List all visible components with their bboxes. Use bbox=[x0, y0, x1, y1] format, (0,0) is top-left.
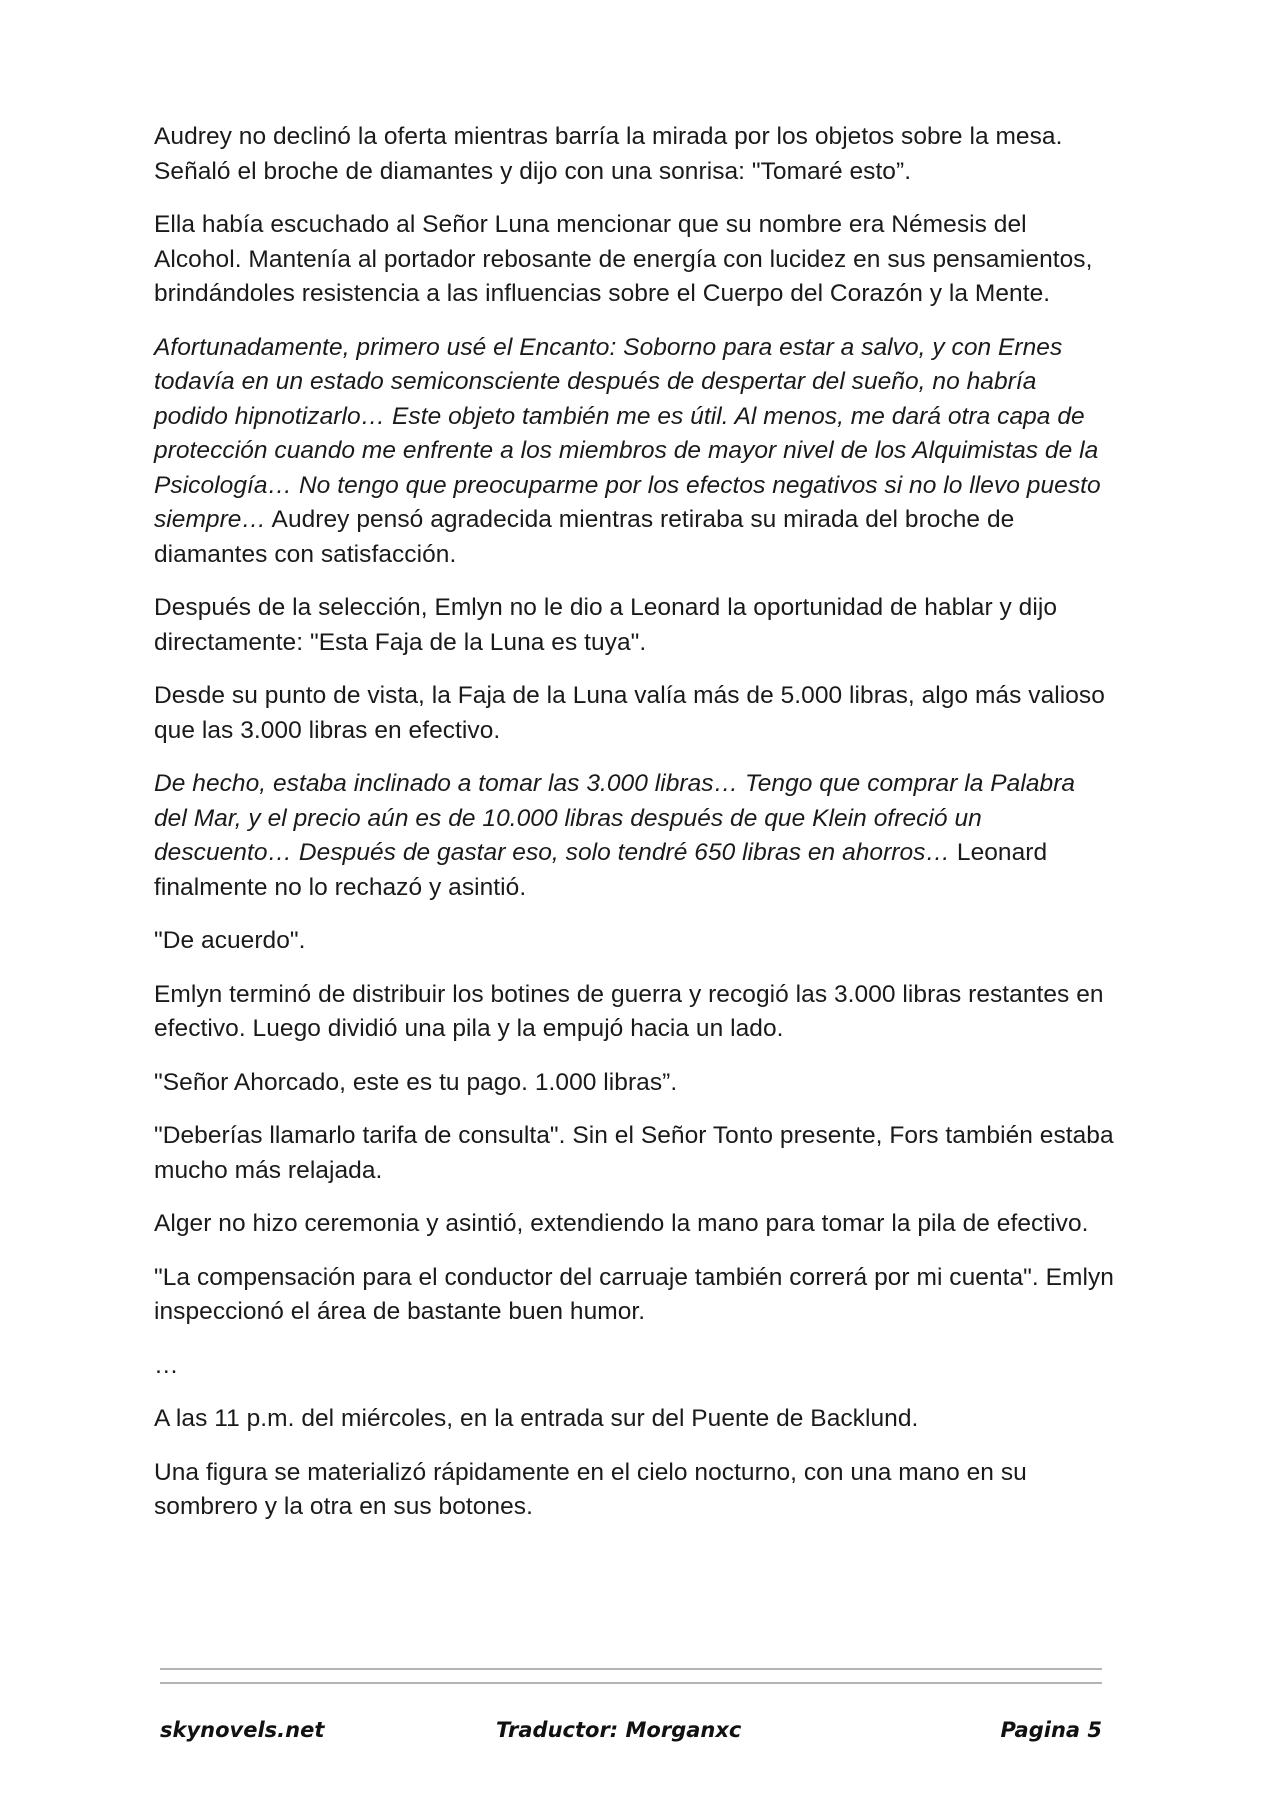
paragraph-text: Audrey pensó agradecida mientras retiraba su mirada del broche de diamantes con satisfacción. bbox=[154, 506, 1015, 568]
paragraph-italic-thought: Afortunadamente, primero usé el Encanto: Soborno para estar a salvo, y con Ernes todavía en un estado semiconsciente después de despertar del sueño, no habría podido hipnotizarlo… Este objeto también me es útil. Al menos, me dará otra capa de protección cuando me enfrente a los miembros de mayor nivel de los Alquimistas de la Psicología… No tengo que preocuparme por los efectos negativos si no lo llevo puesto siempre… bbox=[154, 333, 1101, 533]
paragraph-3 bbox=[154, 331, 1114, 573]
paragraph-text: Alger no hizo ceremonia y asintió, extendiendo la mano para tomar la pila de efectivo. bbox=[154, 1210, 1089, 1237]
paragraph-text: A las 11 p.m. del miércoles, en la entrada sur del Puente de Backlund. bbox=[154, 1405, 919, 1432]
paragraph-italic-thought: De hecho, estaba inclinado a tomar las 3.000 libras… Tengo que comprar la Palabra del Mar, y el precio aún es de 10.000 libras después de que Klein ofreció un descuento… Después de gastar eso, solo tendré 650 libras en ahorros… bbox=[154, 770, 1076, 866]
paragraph-5 bbox=[154, 679, 1114, 748]
paragraph-text: Ella había escuchado al Señor Luna mencionar que su nombre era Némesis del Alcohol. Mantenía al portador rebosante de energía con lucidez en sus pensamientos, brindándoles resistencia a las influencias sobre el Cuerpo del Corazón y la Mente. bbox=[154, 211, 1093, 307]
paragraph-11 bbox=[154, 1207, 1114, 1242]
paragraph-9 bbox=[154, 1066, 1114, 1101]
paragraph-8 bbox=[154, 978, 1114, 1047]
footer-site: skynovels.net bbox=[160, 1718, 325, 1742]
paragraph-text: Después de la selección, Emlyn no le dio a Leonard la oportunidad de hablar y dijo directamente: "Esta Faja de la Luna es tuya". bbox=[154, 594, 1058, 656]
paragraph-text: Audrey no declinó la oferta mientras barría la mirada por los objetos sobre la mesa. Señaló el broche de diamantes y dijo con una sonrisa: "Tomaré esto”. bbox=[154, 123, 1063, 185]
paragraph-10 bbox=[154, 1119, 1114, 1188]
paragraph-text: "Deberías llamarlo tarifa de consulta". Sin el Señor Tonto presente, Fors también estaba mucho más relajada. bbox=[154, 1122, 1114, 1184]
page-footer bbox=[160, 1712, 1102, 1752]
footer-divider-bottom bbox=[160, 1682, 1102, 1684]
paragraph-text: Leonard finalmente no lo rechazó y asintió. bbox=[154, 839, 1048, 901]
paragraph-14 bbox=[154, 1402, 1114, 1437]
paragraph-6 bbox=[154, 767, 1114, 905]
paragraph-text: Una figura se materializó rápidamente en el cielo nocturno, con una mano en su sombrero y la otra en sus botones. bbox=[154, 1458, 1027, 1520]
paragraph-2 bbox=[154, 208, 1114, 312]
footer-divider-top bbox=[160, 1668, 1102, 1670]
ellipsis-text: … bbox=[154, 1351, 179, 1379]
scene-break bbox=[154, 1349, 1114, 1384]
paragraph-text: "Señor Ahorcado, este es tu pago. 1.000 libras”. bbox=[154, 1068, 678, 1096]
footer-page-number: Pagina 5 bbox=[1000, 1718, 1102, 1742]
footer-translator: Traductor: Morganxc bbox=[496, 1718, 742, 1742]
paragraph-1 bbox=[154, 120, 1114, 189]
paragraph-text: "De acuerdo". bbox=[154, 927, 306, 954]
document-body bbox=[154, 120, 1114, 1544]
paragraph-4 bbox=[154, 591, 1114, 660]
paragraph-12 bbox=[154, 1261, 1114, 1330]
paragraph-text: "La compensación para el conductor del carruaje también correrá por mi cuenta". Emlyn inspeccionó el área de bastante buen humor. bbox=[154, 1263, 1114, 1325]
paragraph-text: Desde su punto de vista, la Faja de la Luna valía más de 5.000 libras, algo más valioso que las 3.000 libras en efectivo. bbox=[154, 682, 1105, 744]
paragraph-15 bbox=[154, 1456, 1114, 1525]
paragraph-text: Emlyn terminó de distribuir los botines de guerra y recogió las 3.000 libras restantes en efectivo. Luego dividió una pila y la empujó hacia un lado. bbox=[154, 980, 1104, 1042]
paragraph-7 bbox=[154, 924, 1114, 959]
